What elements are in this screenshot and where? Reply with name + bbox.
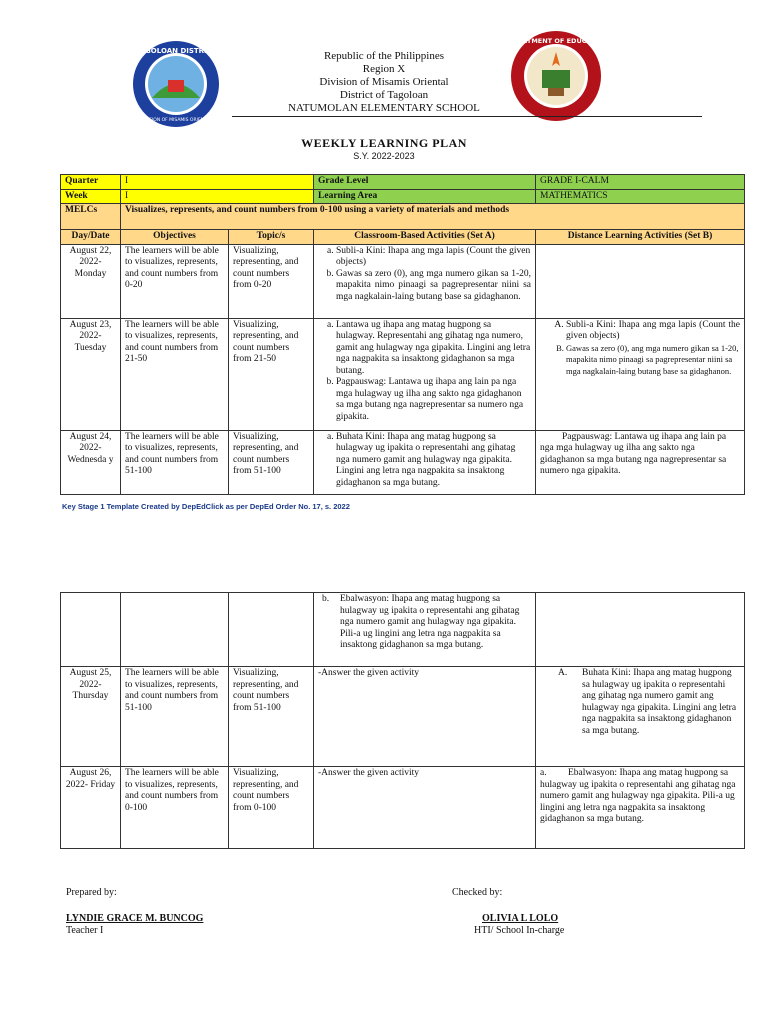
list-marker: a. (540, 768, 547, 778)
list-marker: b. (322, 594, 330, 604)
left-logo-sub: DIVISION OF MISAMIS ORIENTAL (139, 118, 213, 123)
row-objective: The learners will be able to visualizes, represents, and count numbers from 0-20 (121, 244, 229, 318)
prepared-by-name: LYNDIE GRACE M. BUNCOG (66, 913, 204, 924)
row-topic: Visualizing, representing, and count numbers from 51-100 (229, 430, 314, 494)
school-year: S.Y. 2022-2023 (353, 151, 415, 161)
table-row (61, 767, 745, 849)
row-set-a (314, 593, 536, 667)
table-row (61, 593, 745, 667)
quarter-label: Quarter (61, 175, 121, 190)
learning-area-value: MATHEMATICS (536, 189, 745, 204)
row-topic: Visualizing, representing, and count numbers from 21-50 (229, 318, 314, 430)
row-set-a (314, 430, 536, 494)
table-row (61, 667, 745, 767)
grade-level-label: Grade Level (314, 175, 536, 190)
weekly-plan-table-page2 (60, 592, 745, 849)
melc-label: MELCs (61, 204, 121, 230)
row-objective: The learners will be able to visualizes, represents, and count numbers from 51-100 (121, 430, 229, 494)
row-topic (229, 593, 314, 667)
row-set-b (536, 667, 745, 767)
row-set-b: Pagpauswag: Lantawa ug ihapa ang lain pa nga mga hulagway ug ilha ang sakto nga gidaghanon sa mga butang nga nagrepresentar sa numero nga gipakita. (536, 430, 745, 494)
row-set-a: -Answer the given activity (314, 667, 536, 767)
right-logo-text: DEPARTMENT OF EDUCATION (503, 37, 609, 45)
col-header-objectives: Objectives (121, 230, 229, 245)
checked-by-label: Checked by: (452, 887, 503, 898)
list-item: b. Pagpauswag: Lantawa ug ihapa ang lain pa nga mga hulagway ug ilha ang sakto nga gidaghanon sa mga butang nga nagrepresentar sa numero nga gipakita. (336, 377, 531, 423)
grade-level-value: GRADE I-CALM (536, 175, 745, 190)
row-topic: Visualizing, representing, and count numbers from 0-20 (229, 244, 314, 318)
row-set-a (314, 244, 536, 318)
tagoloan-district-logo (132, 40, 220, 128)
list-item: b. Gawas sa zero (0), ang mga numero gikan sa 1-20, mapakita nimo pinaagi sa pagrepresentar niini sa mga nagkalain-laing butang base sa gidaghanon. (336, 269, 531, 304)
row-objective: The learners will be able to visualizes, represents, and count numbers from 51-100 (121, 667, 229, 767)
list-item: A. Subli-a Kini: Ihapa ang mga lapis (Count the given objects) (566, 320, 740, 343)
header-line-2: Region X (362, 63, 406, 75)
col-header-topics: Topic/s (229, 230, 314, 245)
table-row (61, 318, 745, 430)
col-header-set-a: Classroom-Based Activities (Set A) (314, 230, 536, 245)
row-date: August 22, 2022- Monday (61, 244, 121, 318)
row-topic: Visualizing, representing, and count numbers from 0-100 (229, 767, 314, 849)
week-value: I (121, 189, 314, 204)
list-item: a. Buhata Kini: Ihapa ang matag hugpong sa hulagway ug ipakita o representahi ang gihatag nga numero gamit ang hulagway nga gipakita. Lingini ang letra nga nagpakita sa insaktong gidaghanon sa mga butang. (336, 432, 531, 490)
row-set-a: -Answer the given activity (314, 767, 536, 849)
quarter-value: I (121, 175, 314, 190)
left-logo-text: TAGOLOAN DISTRICT (135, 47, 217, 55)
table-row (61, 244, 745, 318)
col-header-date: Day/Date (61, 230, 121, 245)
row-date (61, 593, 121, 667)
row-set-b (536, 244, 745, 318)
row-set-b (536, 593, 745, 667)
list-item: Ebalwasyon: Ihapa ang matag hugpong sa hulagway ug ipakita o representahi ang gihatag nga numero gamit ang hulagway nga gipakita. Pili-a ug lingini ang letra nga nagpakita sa insaktong gidaghanon sa mga butang. (540, 768, 736, 824)
row-set-b (536, 767, 745, 849)
col-header-set-b: Distance Learning Activities (Set B) (536, 230, 745, 245)
checked-by-name: OLIVIA L LOLO (482, 913, 559, 924)
page-title: WEEKLY LEARNING PLAN (301, 136, 467, 150)
header-line-3: Division of Misamis Oriental (319, 76, 449, 88)
list-item: a. Lantawa ug ihapa ang matag hugpong sa hulagway. Representahi ang gihatag nga numero, gamit ang hulagway nga gipakita. Lingini ang letra nga nagpakita sa insaktong gidaghanon sa mga butang. (336, 320, 531, 378)
header-divider (232, 116, 702, 117)
list-item: Ebalwasyon: Ihapa ang matag hugpong sa hulagway ug ipakita o representahi ang gihatag nga numero gamit ang hulagway nga gipakita. Pili-a ug lingini ang letra nga nagpakita sa insaktong gidaghanon sa mga butang. (340, 594, 520, 650)
list-marker: A. (558, 668, 568, 678)
header-line-1: Republic of the Philippines (323, 50, 445, 62)
row-objective (121, 593, 229, 667)
template-footer-note: Key Stage 1 Template Created by DepEdClick as per DepEd Order No. 17, s. 2022 (62, 502, 350, 511)
table-row (61, 430, 745, 494)
list-item: Buhata Kini: Ihapa ang matag hugpong sa hulagway ug ipakita o representahi ang gihatag nga numero gamit ang hulagway nga gipakita. Lingini ang letra nga nagpakita sa insaktong gidaghanon sa mga butang. (582, 668, 737, 736)
header-line-4: District of Tagoloan (339, 89, 429, 101)
list-item: B. Gawas sa zero (0), ang mga numero gikan sa 1-20, mapakita nimo pinaagi sa pagrepresentar niini sa mga nagkalain-laing butang base sa gidaghanon. (566, 343, 740, 378)
row-topic: Visualizing, representing, and count numbers from 51-100 (229, 667, 314, 767)
header-line-5: NATUMOLAN ELEMENTARY SCHOOL (288, 102, 480, 114)
row-objective: The learners will be able to visualizes, represents, and count numbers from 0-100 (121, 767, 229, 849)
list-item: a. Subli-a Kini: Ihapa ang mga lapis (Count the given objects) (336, 246, 531, 269)
prepared-by-label: Prepared by: (66, 887, 117, 898)
learning-area-label: Learning Area (314, 189, 536, 204)
weekly-plan-table-page1 (60, 174, 745, 495)
melc-value: Visualizes, represents, and count numbers from 0-100 using a variety of materials and methods (121, 204, 745, 230)
row-set-b (536, 318, 745, 430)
row-date: August 23, 2022- Tuesday (61, 318, 121, 430)
row-date: August 24, 2022- Wednesda y (61, 430, 121, 494)
row-set-a (314, 318, 536, 430)
checked-by-title: HTI/ School In-charge (474, 925, 565, 936)
week-label: Week (61, 189, 121, 204)
row-date: August 26, 2022- Friday (61, 767, 121, 849)
row-date: August 25, 2022- Thursday (61, 667, 121, 767)
prepared-by-title: Teacher I (66, 925, 104, 936)
row-objective: The learners will be able to visualizes, represents, and count numbers from 21-50 (121, 318, 229, 430)
